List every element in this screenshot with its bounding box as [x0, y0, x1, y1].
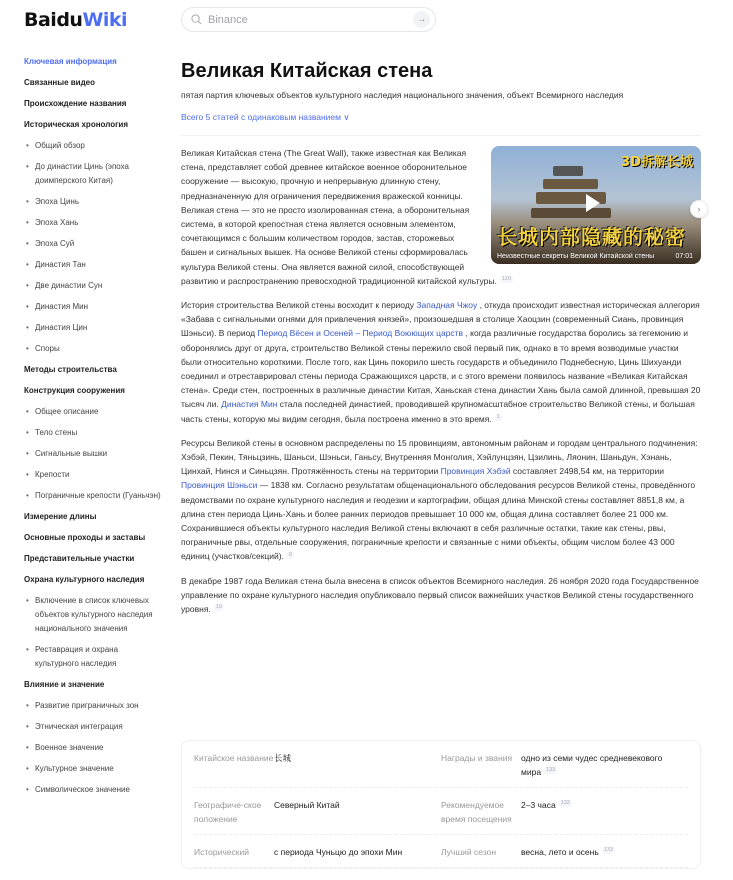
inline-link[interactable]: Западная Чжоу: [416, 300, 478, 311]
toc-section-link[interactable]: Происхождение названия: [24, 99, 127, 108]
inline-link[interactable]: Период Вёсен и Осеней – Период Воюющих царств: [257, 328, 464, 339]
infobox-value-text: Северный Китай: [274, 800, 340, 810]
infobox-label: Награды и звания: [441, 753, 513, 763]
article-paragraph: [181, 574, 701, 617]
infobox-value-text: 长城: [274, 753, 292, 763]
infobox: [181, 740, 701, 869]
citation-marker[interactable]: 133: [560, 800, 570, 807]
divider: [181, 135, 701, 136]
search-box: [181, 7, 436, 32]
toc-subsection-link[interactable]: • Этническая интеграция: [24, 720, 164, 734]
chevron-right-icon: ›: [697, 204, 701, 214]
infobox-value-text: 2–3 часа: [521, 800, 556, 810]
paragraph-text: Ресурсы Великой стены в основном распределены по 15 провинциям, автономным районам и городам центрального подчинения: Хэбэй, Пекин, Тяньцзинь, Шаньси, Шэньси, Ганьсу, Внутренняя Монголия, Хэйлунцзян, Цзилинь, Ляонин, Шаньдун, Хэнань, Цинхай, Нинся и Синьцзян. Протяжённость стены на территории: [181, 437, 698, 477]
infobox-value: [274, 798, 434, 826]
infobox-label: Китайское название: [194, 753, 274, 763]
search-input[interactable]: [208, 11, 398, 29]
infobox-field: [194, 798, 441, 826]
article-body: [181, 146, 701, 616]
related-video[interactable]: [491, 146, 701, 264]
toc-subsection-link[interactable]: • Включение в список ключевых объектов культурного наследия национального значения: [24, 594, 164, 636]
toc-subsection-link[interactable]: • Общий обзор: [24, 139, 164, 153]
toc-section-link[interactable]: Охрана культурного наследия: [24, 575, 145, 584]
toc-subsection-link[interactable]: • Развитие приграничных зон: [24, 699, 164, 713]
toc-subsection-link[interactable]: • Эпоха Цинь: [24, 195, 164, 209]
toc-subsection-link[interactable]: • Две династии Сун: [24, 279, 164, 293]
video-duration: 07:01: [675, 253, 693, 260]
citation-marker[interactable]: 133: [603, 847, 613, 854]
toc-subsection-link[interactable]: • Сигнальные вышки: [24, 447, 164, 461]
infobox-row: [194, 835, 688, 868]
infobox-field: [194, 751, 441, 779]
citation-marker[interactable]: 120: [501, 276, 512, 282]
infobox-row: [194, 788, 688, 835]
video-caption: 长城内部隐藏的秘密: [497, 225, 686, 249]
toc-section-link[interactable]: Конструкция сооружения: [24, 386, 125, 395]
toc-section-link[interactable]: Ключевая информация: [24, 57, 117, 66]
infobox-field: [441, 845, 688, 859]
video-badge: 3D拆解长城: [621, 155, 693, 170]
arrow-right-icon: →: [416, 14, 427, 25]
inline-link[interactable]: Династия Мин: [221, 399, 278, 410]
toc-section-link[interactable]: Представительные участки: [24, 554, 135, 563]
infobox-field: [441, 798, 688, 826]
article-subtitle: пятая партия ключевых объектов культурного наследия национального значения, объект Всемирного наследия: [181, 90, 624, 100]
toc-section-link[interactable]: Историческая хронология: [24, 120, 129, 129]
page-title: Великая Китайская стена: [181, 60, 433, 82]
paragraph-text: Великая Китайская стена (The Great Wall), также известная как Великая стена, представляет собой древнее китайское военное оборонительное сооружение — высокую, прочную и непрерывную длинную стену, предназначенную для ограничения передвижения вражеской конницы. Великая стена — это не просто изолированная стена, а оборонительная система, в которой крепостная стена является основным элементом, сочетающимся с большим количеством городов, застав, сторожевых башен и сигнальных вышек. На основе Великой стены сформировалась культура Великой стены. Она является важной силой, способствующей развитию и распространению превосходной традиционной китайской культуры.: [181, 148, 497, 286]
infobox-field: [441, 751, 688, 779]
play-icon[interactable]: [586, 194, 600, 212]
infobox-label: Исторический: [194, 847, 249, 857]
toc-subsection-link[interactable]: • Культурное значение: [24, 762, 164, 776]
toc-subsection-link[interactable]: • Пограничные крепости (Гуаньчэн): [24, 489, 164, 503]
infobox-label: Географиче-ское положение: [194, 800, 262, 824]
toc-subsection-link[interactable]: • Крепости: [24, 468, 164, 482]
toc-subsection-link[interactable]: • Эпоха Суй: [24, 237, 164, 251]
header: [0, 0, 733, 44]
infobox-row: [194, 741, 688, 788]
paragraph-text: История строительства Великой стены восходит к периоду: [181, 300, 417, 311]
chevron-down-icon: ∨: [343, 112, 350, 122]
baiduwiki-logo[interactable]: BaiduWiki: [24, 9, 128, 31]
infobox-value: [521, 751, 681, 779]
citation-marker[interactable]: 8: [288, 551, 293, 558]
paragraph-text: — 1838 км. Согласно результатам общенационального обследования ресурсов Великой стены, проведённого ведомствами по охране культурного наследия и геодезии и картографии, общая длина Минской стены составляет 8851,8 км, а длина стен периода Цинь-Хань и более ранних периодов превышает 10 000 км, общая длина составляет более 21 000 км. Сохранившиеся объекты культурного наследия Великой стены включают в себя различные остатки, такие как стены, рвы, пограничные рвы, отдельные сооружения, пограничные крепости и связанные с ними объекты, общим числом более 43 000 единиц (участков/секций).: [181, 480, 696, 562]
video-next-button[interactable]: [690, 200, 708, 218]
inline-link[interactable]: Провинция Хэбэй: [440, 466, 511, 477]
infobox-value: [274, 751, 434, 779]
infobox-label: Рекомендуемое время посещения: [441, 800, 512, 824]
search-icon: [191, 14, 202, 25]
infobox-value: [521, 798, 681, 826]
infobox-value-text: весна, лето и осень: [521, 847, 599, 857]
toc-subsection-link[interactable]: • Эпоха Хань: [24, 216, 164, 230]
infobox-value: [521, 845, 681, 859]
toc-section-link[interactable]: Методы строительства: [24, 365, 117, 374]
infobox-label: Лучший сезон: [441, 847, 497, 857]
paragraph-text: , откуда происходит известная историческая аллегория «Забава с сигнальными огнями для привлечения князей», произошедшая в столице Хаоцзин (современный Сиань, провинция Шэньси). В период: [181, 300, 700, 339]
toc-subsection-link[interactable]: • Общее описание: [24, 405, 164, 419]
search-submit-button[interactable]: [413, 11, 430, 28]
same-name-articles-dropdown[interactable]: Всего 5 статей с одинаковым названием ∨: [181, 112, 350, 122]
toc-subsection-link[interactable]: • Династия Мин: [24, 300, 164, 314]
toc-section-link[interactable]: Основные проходы и заставы: [24, 533, 146, 542]
table-of-contents: [24, 55, 164, 804]
paragraph-text: В декабре 1987 года Великая стена была внесена в список объектов Всемирного наследия. 26 ноября 2020 года Государственное управление по охране культурного наследия опубликовало первый список важнейших участков Великой стены государственного уровня.: [181, 575, 699, 615]
paragraph-text: стала последней династией, проводившей крупномасштабное строительство Великой стены, и большая часть стены, которую мы видим сегодня, была построена именно в это время.: [181, 399, 695, 424]
toc-subsection-link[interactable]: • Тело стены: [24, 426, 164, 440]
paragraph-text: составляет 2498,54 км, на территории: [510, 466, 664, 477]
infobox-value-text: с периода Чуньцю до эпохи Мин: [274, 847, 403, 857]
toc-section-link[interactable]: Влияние и значение: [24, 680, 105, 689]
article: [181, 50, 701, 616]
toc-section-link[interactable]: Измерение длины: [24, 512, 97, 521]
article-paragraph: [181, 436, 701, 564]
infobox-field: [194, 845, 441, 859]
paragraph-text: , когда различные государства боролись за гегемонию и оборонялись друг от друга, строительство Великой стены пережило свой первый пик, однако в то время возводимые участки были относительно короткими. После того, как Цинь покорило шесть государств и объединило Поднебесную, Цинь Шихуанди соединил и отреставрировал стены периода Сражающихся царств, и с этого времени появилось название «Великая Китайская стена». Среди стен, построенных в различные династии Китая, Ханьская стена династии Хань была самой длинной, превышая 20 тысяч ли.: [181, 328, 701, 410]
toc-subsection-link[interactable]: • Династия Цин: [24, 321, 164, 335]
infobox-value: [274, 845, 434, 859]
citation-marker[interactable]: 1: [496, 413, 500, 420]
toc-subsection-link[interactable]: • Реставрация и охрана культурного наследия: [24, 643, 164, 671]
video-thumbnail-shape: [543, 179, 598, 189]
toc-subsection-link[interactable]: • До династии Цинь (эпоха доимперского Китая): [24, 160, 164, 188]
citation-marker[interactable]: 19: [215, 604, 222, 611]
article-paragraph: [181, 298, 701, 426]
inline-link[interactable]: Провинция Шэньси: [181, 480, 258, 491]
toc-subsection-link[interactable]: • Военное значение: [24, 741, 164, 755]
video-thumbnail-shape: [553, 166, 583, 176]
toc-subsection-link[interactable]: • Споры: [24, 342, 164, 356]
video-title: Неизвестные секреты Великой Китайской стены: [497, 253, 655, 260]
citation-marker[interactable]: 133: [546, 767, 556, 774]
toc-section-link[interactable]: Связанные видео: [24, 78, 95, 87]
infobox-value-text: одно из семи чудес средневекового мира: [521, 753, 663, 777]
toc-subsection-link[interactable]: • Символическое значение: [24, 783, 164, 797]
toc-subsection-link[interactable]: • Династия Тан: [24, 258, 164, 272]
